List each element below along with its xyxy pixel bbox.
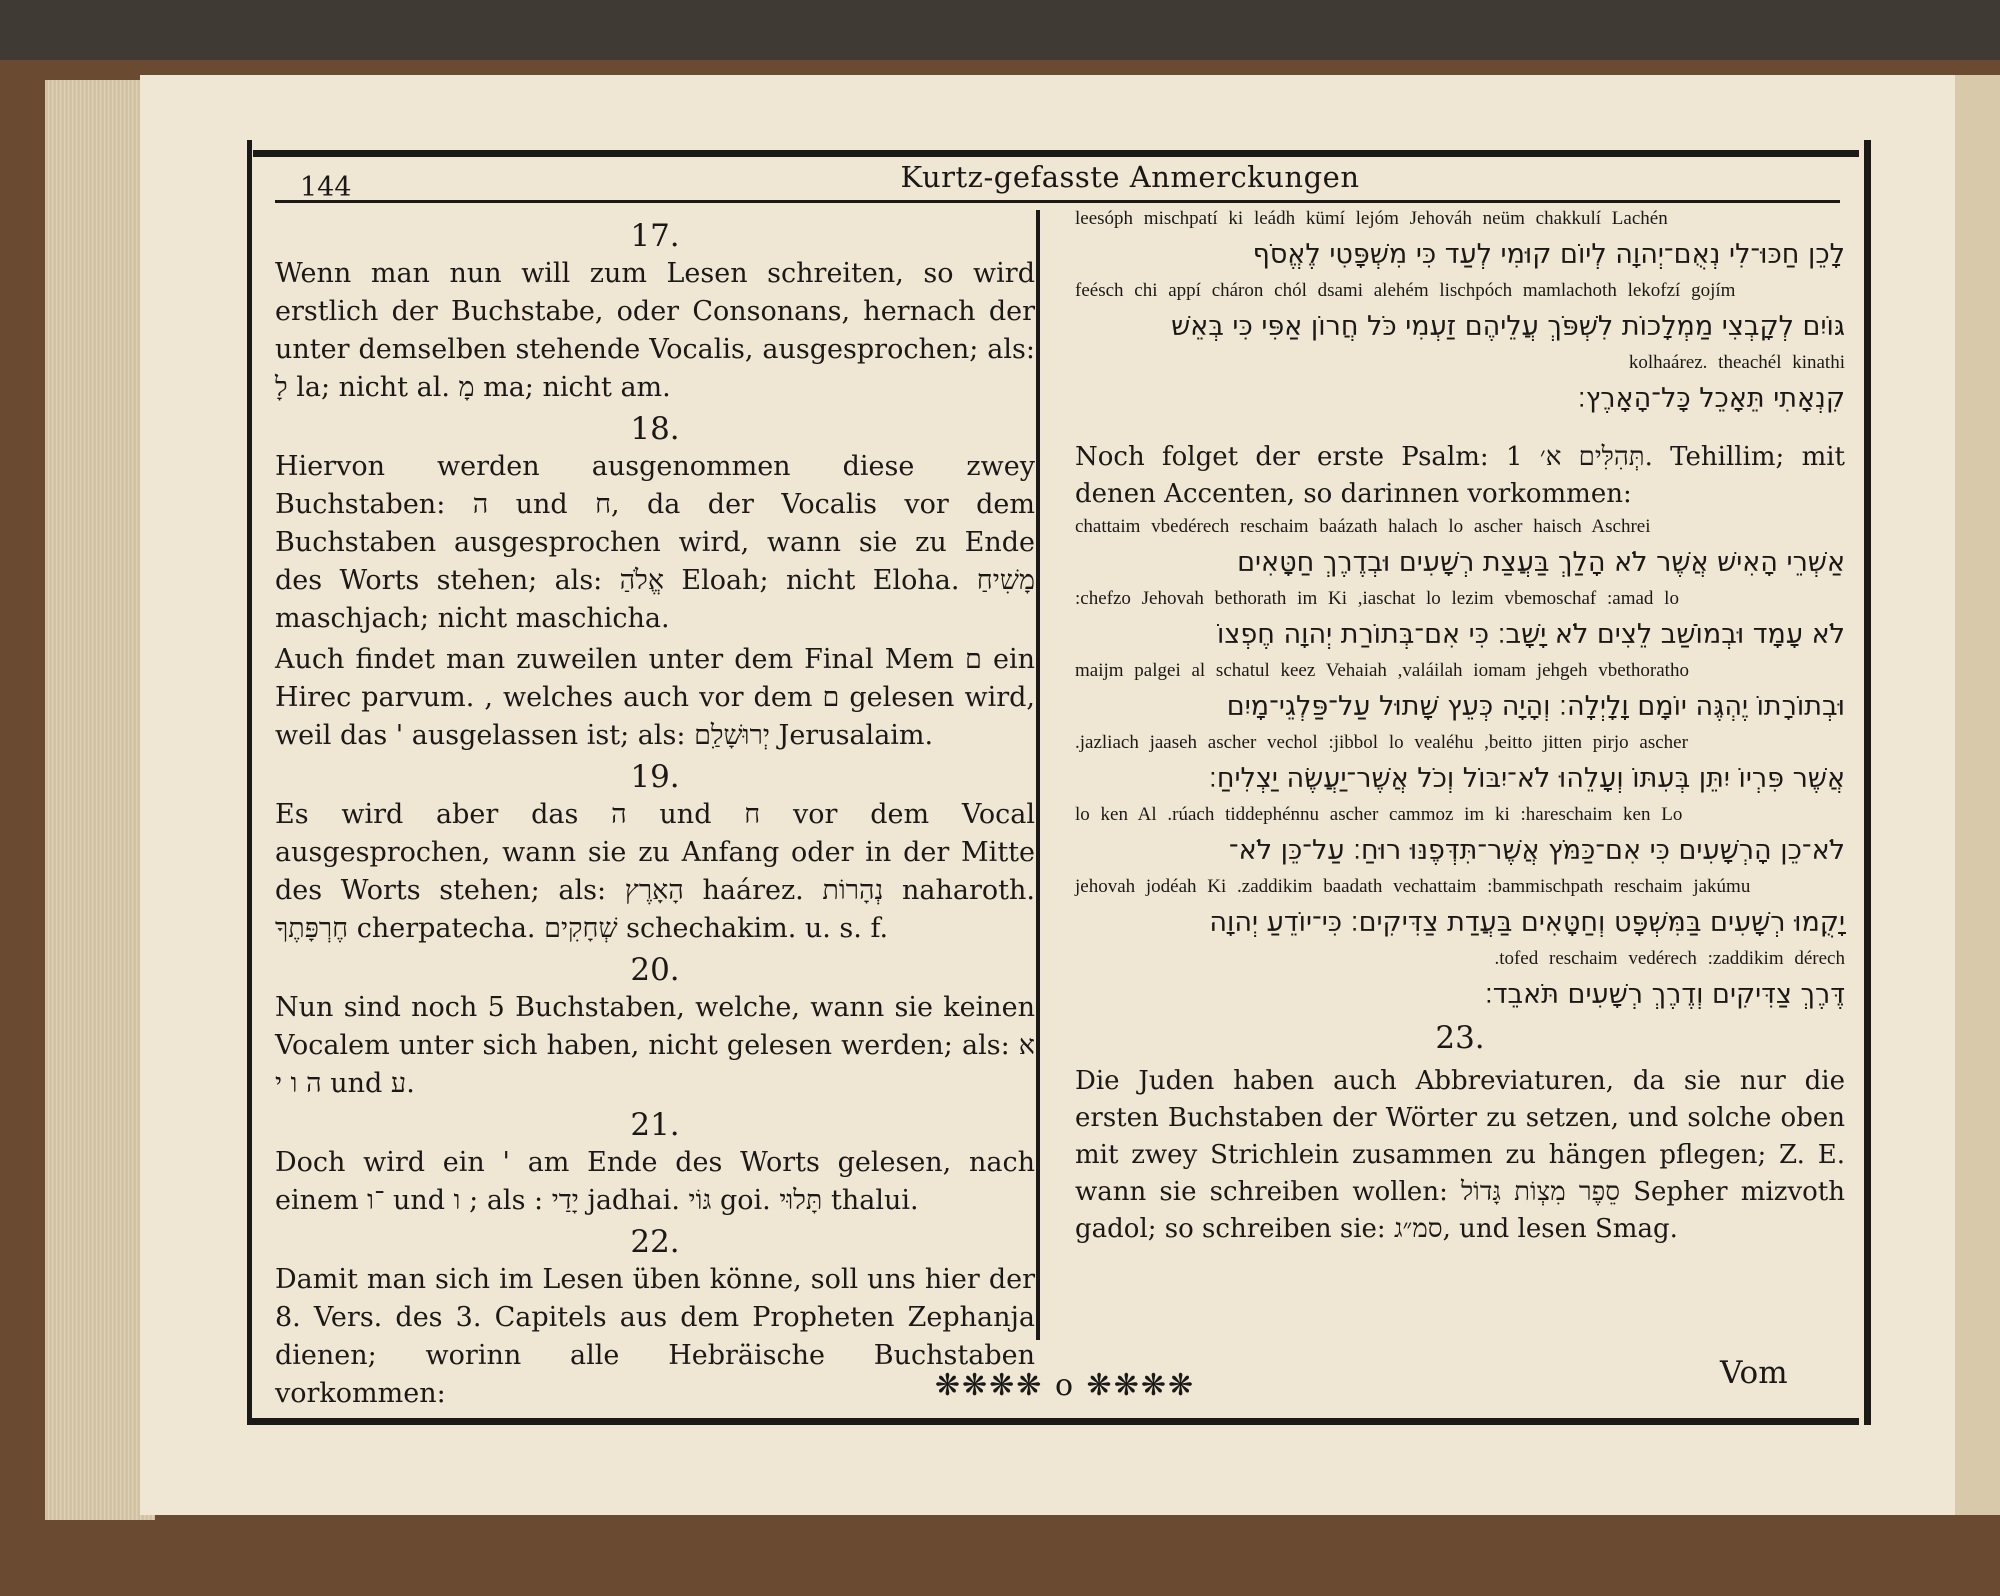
transliteration-line: :chefzo Jehovah bethorath im Ki ,iaschat lo lezim vbemoschaf :amad lo	[1075, 588, 1679, 609]
section-23	[1075, 1019, 1845, 1248]
transliteration-line: jehovah jodéah Ki .zaddikim baadath vechattaim :bammischpath reschaim jakúmu	[1075, 876, 1751, 897]
section-text: Damit man sich im Lesen üben könne, soll uns hier der 8. Vers. des 3. Capitels aus dem Propheten Zephanja dienen; worinn alle Hebräische Buchstaben vorkommen:	[275, 1264, 1035, 1409]
transliteration-line: lo ken Al .rúach tiddephénnu ascher cammoz im ki :hareschaim ken Lo	[1075, 804, 1683, 825]
hebrew-line: לֹא עָמָד וּבְמוֹשַׁב לֵצִים לֹא יָשָׁב׃ כִּי אִם־בְּתוֹרַת יְהוָה חֶפְצוֹ	[1216, 619, 1845, 650]
section-17	[275, 217, 1035, 407]
section-text: Hiervon werden ausgenommen diese zwey Buchstaben: ה und ח, da der Vocalis vor dem Buchstaben ausgesprochen wird, wann sie zu Ende des Worts stehen; als: אֱלֹהַ Eloah; nicht Eloha. מָשִׁיחַ maschjach; nicht maschicha.	[275, 451, 1036, 634]
hebrew-line: לָכֵן חַכּוּ־לִי נְאֻם־יְהוָה לְיוֹם קוּמִי לְעַד כִּי מִשְׁפָּטִי לֶאֱסֹף	[1252, 239, 1845, 270]
transliteration-line: kolhaárez. theachél kinathi	[1628, 352, 1845, 373]
transliteration-line: .tofed reschaim vedérech :zaddikim dérech	[1494, 948, 1845, 969]
page-number: 144	[300, 172, 352, 203]
section-text: Nun sind noch 5 Buchstaben, welche, wann sie keinen Vocalem unter sich haben, nicht gelesen werden; als: א ה ו י und ע.	[275, 992, 1035, 1099]
ornament-vignette: ❋❋❋❋ o ❋❋❋❋	[934, 1368, 1196, 1403]
section-text: Doch wird ein ' am Ende des Worts gelesen, nach einem ־ו und ו ; als : יָדַי jadhai. גּוֹי goi. תָּלוּי thalui.	[275, 1147, 1035, 1216]
page-gutter	[1955, 75, 2000, 1515]
section-number: 22.	[630, 1224, 680, 1260]
section-text: Wenn man nun will zum Lesen schreiten, so wird erstlich der Buchstabe, oder Consonans, hernach der unter demselben stehende Vocalis, ausgesprochen; als: לָ la; nicht al. מָ ma; nicht am.	[275, 258, 1035, 403]
section-text: Auch findet man zuweilen unter dem Final Mem ם ein Hirec parvum. , welches auch vor dem ם gelesen wird, weil das ' ausgelassen ist; als: יְרוּשָׁלִַם Jerusalaim.	[275, 644, 1035, 751]
hebrew-line: גּוֹיִם לְקָבְצִי מַמְלָכוֹת לִשְׁפֹּךְ עֲלֵיהֶם זַעְמִי כֹּל חֲרוֹן אַפִּי כִּי בְּאֵשׁ	[1171, 311, 1845, 342]
transliteration-line: .jazliach jaaseh ascher vechol :jibbol lo vealéhu ,beitto jitten pirjo ascher	[1075, 732, 1688, 753]
section-number: 21.	[630, 1107, 680, 1143]
hebrew-line: אַשְׁרֵי הָאִישׁ אֲשֶׁר לֹא הָלַךְ בַּעֲצַת רְשָׁעִים וּבְדֶרֶךְ חַטָּאִים	[1237, 547, 1845, 578]
section-text: Die Juden haben auch Abbreviaturen, da sie nur die ersten Buchstaben der Wörter zu setzen, und solche oben mit zwey Strichlein zusammen zu hängen pflegen; Z. E. wann sie schreiben wollen: סֵפֶר מִצְוֹת גָּדוֹל Sepher mizvoth gadol; so schreiben sie: סמ״ג, und lesen Smag.	[1075, 1066, 1845, 1244]
hebrew-line: דֶּרֶךְ צַדִּיקִים וְדֶרֶךְ רְשָׁעִים תֹּאבֵד׃	[1484, 979, 1845, 1010]
left-column	[275, 215, 1035, 1416]
section-20	[275, 951, 1035, 1103]
section-number: 17.	[630, 218, 680, 254]
right-column	[1075, 205, 1845, 1248]
section-19	[275, 758, 1035, 948]
section-number: 18.	[630, 411, 680, 447]
section-number: 23.	[1435, 1020, 1485, 1056]
hebrew-line: אֲשֶׁר פִּרְיוֹ יִתֵּן בְּעִתּוֹ וְעָלֵהוּ לֹא־יִבּוֹל וְכֹל אֲשֶׁר־יַעֲשֶׂה יַצְלִיחַ׃	[1208, 763, 1845, 794]
hebrew-line: וּבְתוֹרָתוֹ יֶהְגֶּה יוֹמָם וָלָיְלָה׃ וְהָיָה כְּעֵץ שָׁתוּל עַל־פַּלְגֵי־מָיִם	[1226, 691, 1845, 722]
psalm-1	[1075, 513, 1845, 1017]
hebrew-line: לֹא־כֵן הָרְשָׁעִים כִּי אִם־כַּמֹּץ אֲשֶׁר־תִּדְּפֶנּוּ רוּחַ׃ עַל־כֵּן לֹא־	[1228, 835, 1845, 866]
section-number: 20.	[630, 952, 680, 988]
bottom-rule	[247, 1418, 1859, 1425]
catchword: Vom	[1720, 1355, 1788, 1391]
column-rule	[1036, 210, 1040, 1340]
header-rule	[275, 200, 1840, 203]
section-text: Es wird aber das ה und ח vor dem Vocal ausgesprochen, wann sie zu Anfang oder in der Mitte des Worts stehen; als: הָאָרֶץ haárez. נְהָרוֹת naharoth. חֶרְפָּתֶךָ cherpatecha. שְׁחָקִים schechakim. u. s. f.	[275, 799, 1035, 944]
zephaniah-verse	[1075, 205, 1845, 421]
transliteration-line: maijm palgei al schatul keez Vehaiah ,valáilah iomam jehgeh vbethoratho	[1075, 660, 1689, 681]
section-21	[275, 1106, 1035, 1220]
running-title: Kurtz-gefasste Anmerckungen	[900, 160, 1360, 194]
transliteration-line: feésch chi appí cháron chól dsami alehém lischpóch mamlachoth lekofzí gojím	[1075, 280, 1736, 301]
hebrew-line: יָקֻמוּ רְשָׁעִים בַּמִּשְׁפָּט וְחַטָּאִים בַּעֲדַת צַדִּיקִים׃ כִּי־יוֹדֵעַ יְהוָה	[1209, 907, 1845, 938]
hebrew-line: קִנְאָתִי תֵּאָכֵל כָּל־הָאָרֶץ׃	[1577, 383, 1845, 414]
section-18	[275, 410, 1035, 755]
section-number: 19.	[630, 759, 680, 795]
page-edges	[45, 80, 155, 1520]
transliteration-line: chattaim vbedérech reschaim baázath halach lo ascher haisch Aschrei	[1075, 516, 1651, 537]
psalm-intro: Noch folget der erste Psalm: תְּהִלִּים א׳ 1. Tehillim; mit denen Accenten, so darinnen vorkommen:	[1075, 442, 1845, 509]
transliteration-line: leesóph mischpatí ki leádh kümí lejóm Jehováh neüm chakkulí Lachén	[1075, 208, 1668, 229]
